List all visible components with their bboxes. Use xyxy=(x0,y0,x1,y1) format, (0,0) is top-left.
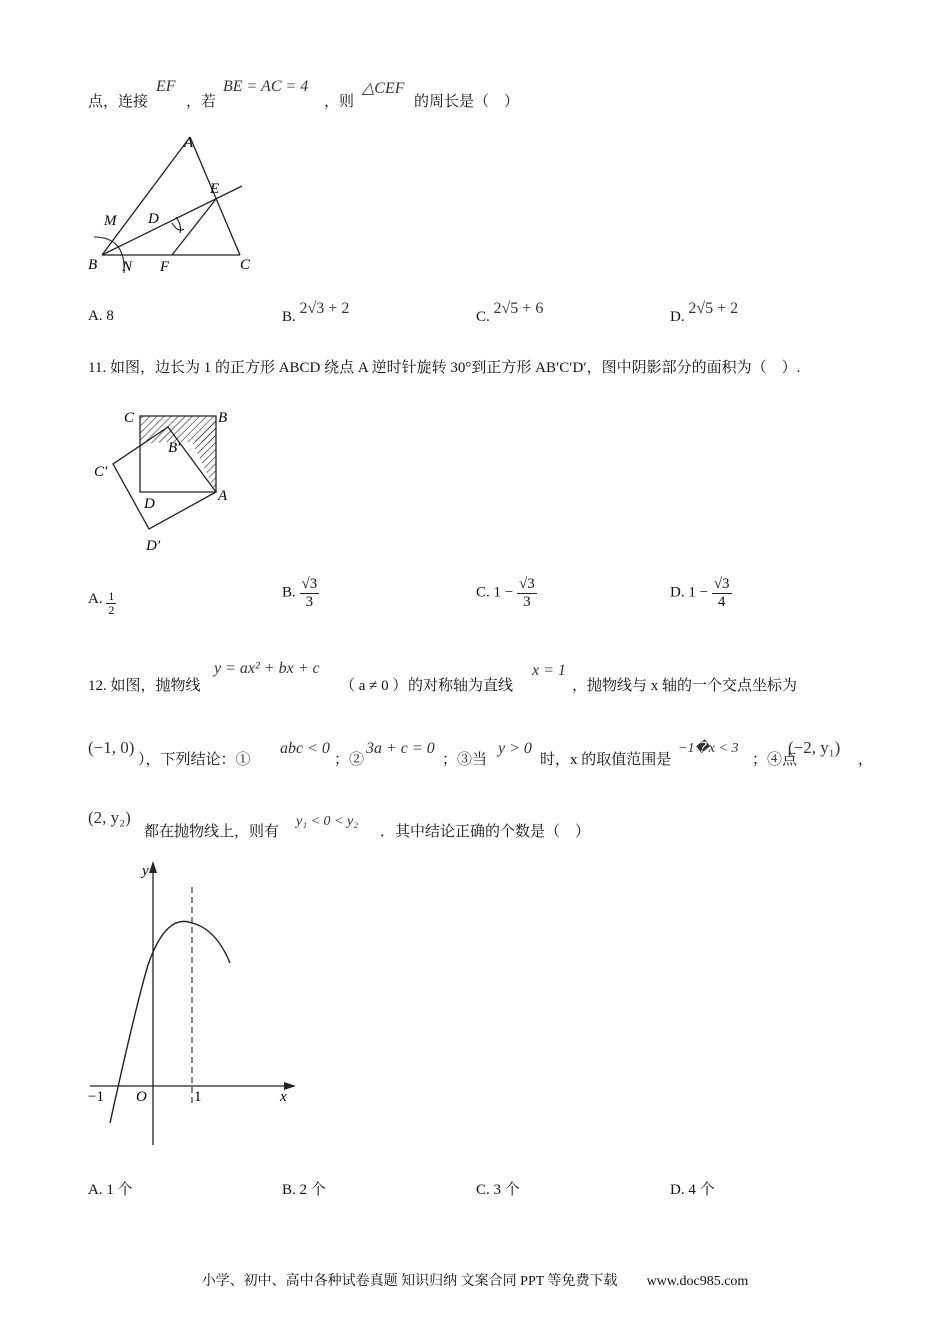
q12-option-d[interactable] xyxy=(670,1178,715,1199)
label-d: D xyxy=(148,211,159,227)
q11-stem: 11. 如图，边长为 1 的正方形 ABCD 绕点 A 逆时针旋转 30°到正方形 AB′C′D′，图中阴影部分的面积为（ ）. xyxy=(88,360,801,376)
bisector-line xyxy=(102,186,242,255)
tick-label-1: 1 xyxy=(194,1089,202,1105)
label-b-prime: B′ xyxy=(168,440,181,456)
option-fraction xyxy=(300,576,320,610)
q12-option-b[interactable] xyxy=(282,1178,326,1199)
q10-option-b[interactable] xyxy=(282,300,350,325)
q12-text-2: ；② xyxy=(334,752,365,768)
q10-stem xyxy=(88,78,868,112)
y-label: y xyxy=(142,863,149,879)
option-key: B. xyxy=(282,309,296,325)
parabola-curve xyxy=(110,921,230,1123)
y-axis-arrow xyxy=(149,861,157,873)
q12-point-2: (−2, y₁) xyxy=(788,738,841,757)
arc-d1 xyxy=(172,223,184,230)
option-fraction xyxy=(106,590,116,617)
q10-option-c[interactable] xyxy=(476,300,544,325)
q11-option-b[interactable] xyxy=(282,576,319,610)
q11-figure xyxy=(88,400,248,560)
q12-text-3: ；③当 xyxy=(442,752,488,768)
option-key: A. xyxy=(88,591,103,608)
q10-option-a[interactable] xyxy=(88,308,114,325)
label-f: F xyxy=(160,259,170,275)
option-value: 2√3 + 2 xyxy=(299,300,350,317)
option-fraction xyxy=(712,576,732,610)
option-key: A. xyxy=(88,1182,103,1198)
option-key: A. xyxy=(88,308,103,324)
denominator: 3 xyxy=(523,593,531,610)
option-key: D. xyxy=(670,309,685,325)
q12-conclusion-3-range: −1�x < 3 xyxy=(678,741,739,756)
option-key: B. xyxy=(282,584,296,601)
label-c: C xyxy=(124,410,135,426)
q12-text-6: ， xyxy=(858,752,874,768)
option-key: C. xyxy=(476,1182,490,1198)
denominator: 3 xyxy=(305,593,314,610)
numerator: 1 xyxy=(108,589,115,603)
q11-option-d[interactable] xyxy=(670,576,732,610)
q12-equation: y = ax² + bx + c xyxy=(214,660,320,677)
q12-stem-post: ，抛物线与 x 轴的一个交点坐标为 xyxy=(572,678,798,694)
q12-text-4: 时，x 的取值范围是 xyxy=(540,752,672,768)
q12-line3 xyxy=(88,808,868,844)
label-d: D xyxy=(144,496,155,512)
option-value: 2 个 xyxy=(299,1182,326,1198)
label-d-prime: D′ xyxy=(146,538,161,554)
q12-stem-pre: 12. 如图，抛物线 xyxy=(88,678,201,694)
label-c: C xyxy=(240,257,251,273)
option-value: 2√5 + 6 xyxy=(493,300,544,317)
side-ab xyxy=(102,137,190,255)
numerator: √3 xyxy=(713,576,730,592)
option-key: D. xyxy=(670,584,685,601)
q10-figure xyxy=(80,125,270,280)
footer-url[interactable]: www.doc985.com xyxy=(646,1274,749,1289)
label-n: N xyxy=(122,259,133,275)
q12-condition: （ a ≠ 0 ） xyxy=(340,678,408,694)
q11-option-c[interactable] xyxy=(476,576,537,610)
q12-conclusion-4: y₁ < 0 < y₂ xyxy=(296,814,359,829)
origin-label: O xyxy=(136,1089,147,1105)
label-a: A xyxy=(218,488,228,504)
q12-text-7: 都在抛物线上，则有 xyxy=(144,824,280,840)
q10-option-d[interactable] xyxy=(670,300,739,325)
option-key: B. xyxy=(282,1182,296,1198)
option-fraction xyxy=(517,576,537,610)
option-prefix: 1 − xyxy=(688,584,709,601)
option-value: 3 个 xyxy=(493,1182,520,1198)
q10-stem-post: 的周长是（ ） xyxy=(414,94,520,110)
q12-stem-mid: 的对称轴为直线 xyxy=(408,678,514,694)
q10-triangle: △CEF xyxy=(362,80,405,97)
q12-text-8: ．其中结论正确的个数是（ ） xyxy=(380,824,591,840)
denominator: 4 xyxy=(717,593,726,610)
q10-stem-pre: 点，连接 xyxy=(88,94,149,110)
q12-text-1: ），下列结论：① xyxy=(138,752,251,768)
label-m: M xyxy=(104,213,117,229)
q10-stem-mid1: ，若 xyxy=(186,94,217,110)
q12-line2 xyxy=(88,738,888,774)
tick-label-neg1: −1 xyxy=(88,1089,104,1105)
option-value: 4 个 xyxy=(688,1182,715,1198)
q12-point-3: (2, y₂) xyxy=(88,808,131,827)
footer-text: 小学、初中、高中各种试卷真题 知识归纳 文案合同 PPT 等免费下载 xyxy=(201,1274,618,1289)
option-value: 1 个 xyxy=(106,1182,133,1198)
option-value: 8 xyxy=(106,308,114,324)
q10-ef: EF xyxy=(156,78,176,95)
denominator: 2 xyxy=(108,603,115,618)
option-prefix: 1 − xyxy=(493,584,514,601)
q11-option-a[interactable] xyxy=(88,590,116,617)
numerator: √3 xyxy=(518,576,535,592)
option-value: 2√5 + 2 xyxy=(688,300,739,317)
q10-stem-mid2: ，则 xyxy=(324,94,355,110)
option-key: C. xyxy=(476,584,490,601)
q12-option-c[interactable] xyxy=(476,1178,520,1199)
q12-conclusion-1: abc < 0 xyxy=(280,740,330,757)
q12-point: (−1, 0) xyxy=(88,738,135,757)
segment-ef xyxy=(172,199,216,255)
q10-condition: BE = AC = 4 xyxy=(223,78,309,95)
q12-line1 xyxy=(88,660,868,696)
numerator: √3 xyxy=(301,576,318,592)
q12-option-a[interactable] xyxy=(88,1178,133,1199)
q12-conclusion-3: y > 0 xyxy=(498,740,532,757)
q12-text-5: ；④点 xyxy=(752,752,798,768)
label-c-prime: C′ xyxy=(94,464,108,480)
label-b: B xyxy=(218,410,228,426)
q12-axis: x = 1 xyxy=(532,662,566,679)
q12-conclusion-2: 3a + c = 0 xyxy=(366,740,435,757)
option-key: D. xyxy=(670,1182,685,1198)
label-a: A xyxy=(184,135,194,151)
q12-graph xyxy=(86,855,306,1150)
label-e: E xyxy=(210,181,220,197)
x-label: x xyxy=(280,1089,287,1105)
option-key: C. xyxy=(476,309,490,325)
page-footer xyxy=(0,1270,950,1290)
label-b: B xyxy=(88,257,98,273)
